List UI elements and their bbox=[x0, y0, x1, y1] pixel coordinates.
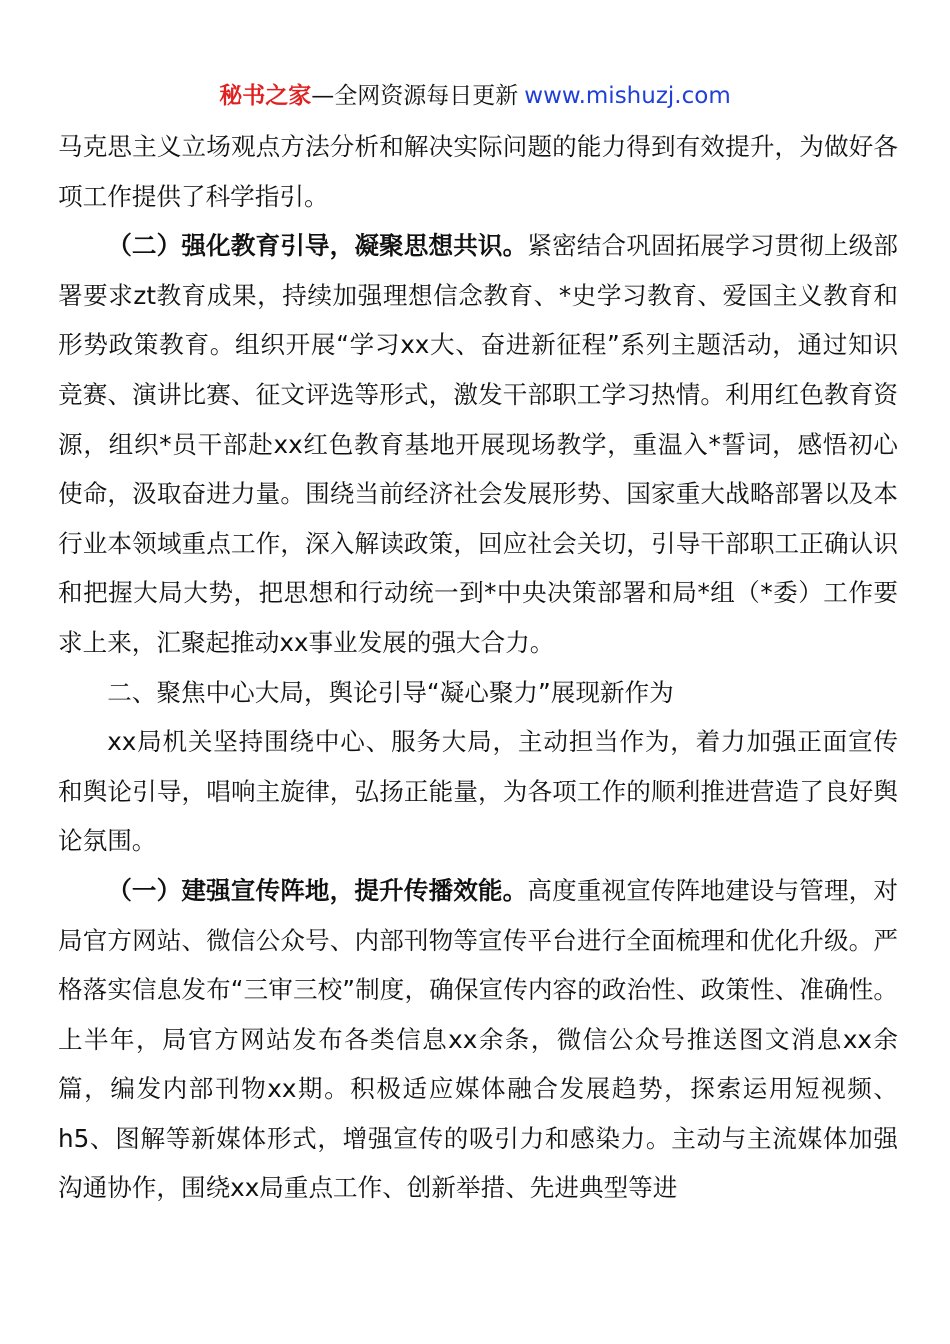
paragraph-text: 马克思主义立场观点方法分析和解决实际问题的能力得到有效提升，为做好各项工作提供了科学指引。 bbox=[58, 132, 898, 211]
paragraph-text: 高度重视宣传阵地建设与管理，对局官方网站、微信公众号、内部刊物等宣传平台进行全面梳理和优化升级。严格落实信息发布“三审三校”制度，确保宣传内容的政治性、政策性、准确性。上半年，局官方网站发布各类信息xx余条，微信公众号推送图文消息xx余篇，编发内部刊物xx期。积极适应媒体融合发展趋势，探索运用短视频、h5、图解等新媒体形式，增强宣传的吸引力和感染力。主动与主流媒体加强沟通协作，围绕xx局重点工作、创新举措、先进典型等进 bbox=[58, 875, 898, 1203]
paragraph-text: 紧密结合巩固拓展学习贯彻上级部署要求zt教育成果，持续加强理想信念教育、*史学习教育、爱国主义教育和形势政策教育。组织开展“学习xx大、奋进新征程”系列主题活动，通过知识竞赛、演讲比赛、征文评选等形式，激发干部职工学习热情。利用红色教育资源，组织*员干部赴xx红色教育基地开展现场教学，重温入*誓词，感悟初心使命，汲取奋进力量。围绕当前经济社会发展形势、国家重大战略部署以及本行业本领域重点工作，深入解读政策，回应社会关切，引导干部职工正确认识和把握大局大势，把思想和行动统一到*中央决策部署和局*组（*委）工作要求上来，汇聚起推动xx事业发展的强大合力。 bbox=[58, 231, 898, 657]
page-header bbox=[0, 80, 950, 112]
paragraph-continuation bbox=[58, 122, 898, 221]
document-body bbox=[58, 122, 898, 1213]
header-site-link[interactable]: www.mishuzj.com bbox=[524, 83, 731, 109]
header-tagline: —全网资源每日更新 bbox=[311, 83, 519, 109]
chapter-heading bbox=[58, 668, 898, 718]
chapter-heading-text: 二、聚焦中心大局，舆论引导“凝心聚力”展现新作为 bbox=[107, 677, 674, 707]
paragraph-section-1 bbox=[58, 866, 898, 1213]
paragraph-section-2 bbox=[58, 221, 898, 667]
paragraph-heading: （一）建强宣传阵地，提升传播效能。 bbox=[107, 875, 528, 905]
paragraph-heading: （二）强化教育引导，凝聚思想共识。 bbox=[107, 231, 528, 261]
paragraph-intro bbox=[58, 717, 898, 866]
paragraph-text: xx局机关坚持围绕中心、服务大局，主动担当作为，着力加强正面宣传和舆论引导，唱响主旋律，弘扬正能量，为各项工作的顺利推进营造了良好舆论氛围。 bbox=[58, 727, 898, 856]
header-brand: 秘书之家 bbox=[219, 83, 312, 109]
